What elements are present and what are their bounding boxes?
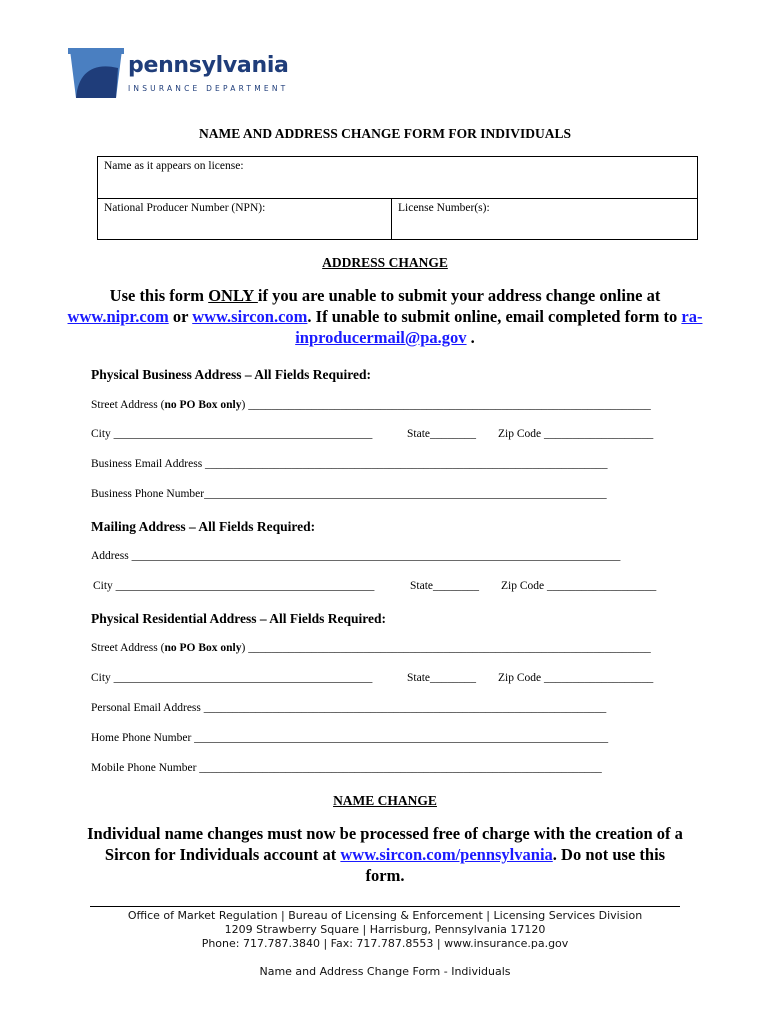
- address-change-notice: Use this form ONLY if you are unable to submit your address change online at www.nipr.com or www.sircon.com. If unable to submit online, email completed form to ra-inproducermail@pa.gov .: [67, 286, 703, 347]
- license-info-box: [97, 156, 698, 240]
- business-phone-field[interactable]: Business Phone Number______________________________________________________________________: [91, 488, 607, 500]
- mobile-phone-field[interactable]: Mobile Phone Number ______________________________________________________________________: [91, 762, 602, 774]
- business-street-field[interactable]: Street Address (no PO Box only) ______________________________________________________________________: [91, 399, 651, 411]
- form-title: NAME AND ADDRESS CHANGE FORM FOR INDIVIDUALS: [198, 126, 572, 141]
- sircon-pennsylvania-link[interactable]: www.sircon.com/pennsylvania: [340, 845, 553, 864]
- mailing-city-field[interactable]: City _____________________________________________: [93, 580, 375, 592]
- mailing-section-title: Mailing Address – All Fields Required:: [91, 519, 316, 534]
- business-state-field[interactable]: State________: [407, 428, 476, 440]
- email-link[interactable]: ra-inproducermail@pa.gov: [295, 307, 703, 347]
- business-city-field[interactable]: City _____________________________________________: [91, 428, 373, 440]
- mailing-zip-field[interactable]: Zip Code ___________________: [501, 580, 657, 592]
- personal-email-field[interactable]: Personal Email Address ______________________________________________________________________: [91, 702, 607, 714]
- name-field[interactable]: [98, 157, 697, 199]
- nipr-link[interactable]: www.nipr.com: [67, 307, 169, 326]
- business-section-title: Physical Business Address – All Fields Required:: [91, 367, 372, 382]
- keystone-icon: [68, 44, 124, 100]
- footer-document-name: Name and Address Change Form - Individuals: [259, 965, 511, 978]
- address-change-heading: ADDRESS CHANGE: [322, 255, 448, 270]
- logo-wordmark: pennsylvania: [128, 53, 289, 78]
- footer-contact-line: Phone: 717.787.3840 | Fax: 717.787.8553 | www.insurance.pa.gov: [201, 937, 569, 950]
- name-change-heading: NAME CHANGE: [333, 793, 437, 808]
- name-change-notice: Individual name changes must now be processed free of charge with the creation of a Sircon for Individuals account at www.sircon.com/pennsylvania. Do not use this form.: [87, 824, 683, 885]
- residential-zip-field[interactable]: Zip Code ___________________: [498, 672, 654, 684]
- residential-city-field[interactable]: City _____________________________________________: [91, 672, 373, 684]
- residential-state-field[interactable]: State________: [407, 672, 476, 684]
- logo-subtitle: INSURANCE DEPARTMENT: [128, 84, 289, 93]
- npn-label: National Producer Number (NPN):: [104, 202, 266, 214]
- footer-rule: [90, 906, 680, 907]
- footer-office-line: Office of Market Regulation | Bureau of Licensing & Enforcement | Licensing Services Division: [127, 909, 643, 922]
- footer-address-line: 1209 Strawberry Square | Harrisburg, Pennsylvania 17120: [224, 923, 546, 936]
- home-phone-field[interactable]: Home Phone Number ________________________________________________________________________: [91, 732, 609, 744]
- sircon-link[interactable]: www.sircon.com: [192, 307, 308, 326]
- mailing-state-field[interactable]: State________: [410, 580, 479, 592]
- business-zip-field[interactable]: Zip Code ___________________: [498, 428, 654, 440]
- mailing-address-field[interactable]: Address _____________________________________________________________________________________: [91, 550, 621, 562]
- name-label: Name as it appears on license:: [104, 160, 244, 172]
- residential-street-field[interactable]: Street Address (no PO Box only) ______________________________________________________________________: [91, 642, 651, 654]
- license-number-label: License Number(s):: [398, 202, 490, 214]
- department-logo: [68, 44, 308, 100]
- business-email-field[interactable]: Business Email Address ______________________________________________________________________: [91, 458, 608, 470]
- residential-section-title: Physical Residential Address – All Fields Required:: [91, 611, 387, 626]
